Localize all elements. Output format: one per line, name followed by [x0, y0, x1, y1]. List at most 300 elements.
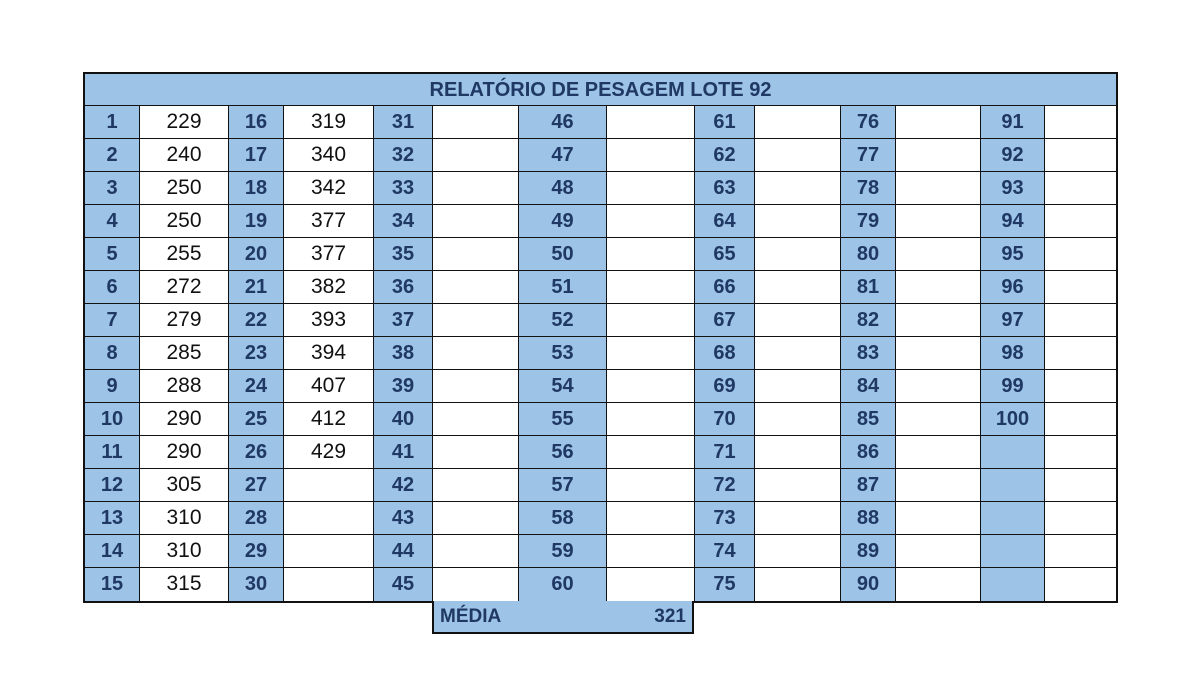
weight-value-cell: 250: [140, 172, 228, 204]
weight-value-cell: [755, 337, 840, 369]
table-row: [374, 205, 518, 238]
table-row: [841, 502, 980, 535]
item-number-cell: 62: [695, 139, 755, 171]
weight-value-cell: [607, 139, 694, 171]
table-row: [981, 337, 1116, 370]
grid-column: [695, 106, 841, 601]
weight-value-cell: 285: [140, 337, 228, 369]
grid-column: [841, 106, 981, 601]
weight-value-cell: [1045, 568, 1116, 601]
weight-value-cell: [607, 304, 694, 336]
report-title: RELATÓRIO DE PESAGEM LOTE 92: [85, 74, 1116, 106]
item-number-cell: 85: [841, 403, 896, 435]
item-number-cell: 72: [695, 469, 755, 501]
weight-value-cell: [433, 568, 518, 601]
weight-value-cell: [755, 469, 840, 501]
weight-value-cell: [1045, 304, 1116, 336]
weight-value-cell: [1045, 271, 1116, 303]
table-row: [374, 172, 518, 205]
item-number-cell: 4: [85, 205, 140, 237]
table-row: [229, 568, 373, 601]
weight-value-cell: 229: [140, 106, 228, 138]
table-row: [519, 304, 694, 337]
table-row: [229, 304, 373, 337]
table-row: [695, 139, 840, 172]
table-row: [229, 106, 373, 139]
table-row: [85, 469, 228, 502]
item-number-cell: 56: [519, 436, 607, 468]
item-number-cell: 54: [519, 370, 607, 402]
table-row: [85, 337, 228, 370]
item-number-cell: 75: [695, 568, 755, 601]
item-number-cell: 43: [374, 502, 433, 534]
weight-value-cell: 290: [140, 403, 228, 435]
item-number-cell: 49: [519, 205, 607, 237]
weight-value-cell: 310: [140, 502, 228, 534]
item-number-cell: 16: [229, 106, 284, 138]
weight-value-cell: [607, 535, 694, 567]
item-number-cell: 97: [981, 304, 1045, 336]
item-number-cell: 47: [519, 139, 607, 171]
weight-value-cell: [607, 238, 694, 270]
table-row: [981, 205, 1116, 238]
item-number-cell: 53: [519, 337, 607, 369]
weight-value-cell: 407: [284, 370, 373, 402]
item-number-cell: 65: [695, 238, 755, 270]
item-number-cell: 45: [374, 568, 433, 601]
table-row: [85, 205, 228, 238]
table-row: [519, 337, 694, 370]
table-row: [229, 172, 373, 205]
table-row: [374, 469, 518, 502]
item-number-cell: 76: [841, 106, 896, 138]
table-row: [374, 337, 518, 370]
table-row: [229, 535, 373, 568]
item-number-cell: 35: [374, 238, 433, 270]
table-row: [841, 139, 980, 172]
weight-value-cell: [284, 568, 373, 601]
table-row: [981, 304, 1116, 337]
weight-value-cell: [755, 370, 840, 402]
grid-column: [374, 106, 519, 601]
item-number-cell: 24: [229, 370, 284, 402]
item-number-cell: 67: [695, 304, 755, 336]
table-row: [981, 568, 1116, 601]
weight-value-cell: [755, 106, 840, 138]
item-number-cell: 81: [841, 271, 896, 303]
item-number-cell: [981, 535, 1045, 567]
table-row: [85, 172, 228, 205]
item-number-cell: 79: [841, 205, 896, 237]
weight-value-cell: [755, 238, 840, 270]
weight-value-cell: 394: [284, 337, 373, 369]
item-number-cell: 33: [374, 172, 433, 204]
weight-value-cell: [896, 106, 980, 138]
item-number-cell: 29: [229, 535, 284, 567]
weight-value-cell: [433, 172, 518, 204]
item-number-cell: 69: [695, 370, 755, 402]
weight-value-cell: 412: [284, 403, 373, 435]
table-row: [981, 238, 1116, 271]
table-row: [85, 106, 228, 139]
table-row: [695, 568, 840, 601]
table-row: [841, 568, 980, 601]
table-row: [85, 370, 228, 403]
average-summary: [432, 601, 694, 634]
table-row: [519, 370, 694, 403]
weight-value-cell: 250: [140, 205, 228, 237]
weight-value-cell: [433, 436, 518, 468]
table-row: [374, 370, 518, 403]
weight-value-cell: [1045, 370, 1116, 402]
item-number-cell: [981, 568, 1045, 601]
weight-value-cell: [607, 172, 694, 204]
grid-column: [229, 106, 374, 601]
item-number-cell: 95: [981, 238, 1045, 270]
table-row: [695, 271, 840, 304]
item-number-cell: 37: [374, 304, 433, 336]
item-number-cell: 80: [841, 238, 896, 270]
table-row: [85, 436, 228, 469]
average-value: 321: [654, 606, 686, 627]
item-number-cell: 98: [981, 337, 1045, 369]
item-number-cell: 57: [519, 469, 607, 501]
item-number-cell: 96: [981, 271, 1045, 303]
item-number-cell: 64: [695, 205, 755, 237]
table-row: [519, 436, 694, 469]
table-row: [841, 436, 980, 469]
item-number-cell: 48: [519, 172, 607, 204]
weight-value-cell: [433, 403, 518, 435]
grid-column: [981, 106, 1116, 601]
table-row: [841, 337, 980, 370]
weight-value-cell: [896, 370, 980, 402]
weight-value-cell: [433, 106, 518, 138]
weight-value-cell: [755, 304, 840, 336]
table-row: [519, 568, 694, 601]
weight-value-cell: [1045, 502, 1116, 534]
item-number-cell: 26: [229, 436, 284, 468]
table-row: [519, 205, 694, 238]
item-number-cell: 52: [519, 304, 607, 336]
weight-value-cell: [755, 568, 840, 601]
table-row: [841, 238, 980, 271]
table-row: [695, 436, 840, 469]
weight-value-cell: [896, 337, 980, 369]
table-row: [981, 271, 1116, 304]
average-label: MÉDIA: [440, 606, 502, 627]
table-row: [981, 502, 1116, 535]
item-number-cell: 13: [85, 502, 140, 534]
weight-value-cell: [755, 139, 840, 171]
weight-value-cell: [896, 568, 980, 601]
table-row: [519, 469, 694, 502]
item-number-cell: 70: [695, 403, 755, 435]
weight-value-cell: [1045, 139, 1116, 171]
item-number-cell: 89: [841, 535, 896, 567]
item-number-cell: 66: [695, 271, 755, 303]
weight-value-cell: [433, 469, 518, 501]
table-row: [85, 568, 228, 601]
item-number-cell: 51: [519, 271, 607, 303]
weight-value-cell: [755, 205, 840, 237]
table-row: [981, 139, 1116, 172]
table-row: [229, 238, 373, 271]
table-row: [981, 106, 1116, 139]
item-number-cell: 59: [519, 535, 607, 567]
weight-value-cell: [755, 502, 840, 534]
table-row: [695, 205, 840, 238]
table-row: [841, 469, 980, 502]
table-row: [519, 139, 694, 172]
weight-value-cell: [755, 436, 840, 468]
weight-value-cell: [896, 403, 980, 435]
table-row: [841, 106, 980, 139]
table-row: [519, 106, 694, 139]
weight-value-cell: [1045, 535, 1116, 567]
weight-value-cell: [896, 172, 980, 204]
table-row: [374, 106, 518, 139]
weight-value-cell: [607, 271, 694, 303]
item-number-cell: 61: [695, 106, 755, 138]
weight-value-cell: 279: [140, 304, 228, 336]
item-number-cell: 87: [841, 469, 896, 501]
weight-value-cell: 377: [284, 238, 373, 270]
table-row: [841, 271, 980, 304]
table-row: [695, 172, 840, 205]
weight-value-cell: 272: [140, 271, 228, 303]
item-number-cell: 73: [695, 502, 755, 534]
weight-value-cell: [607, 502, 694, 534]
item-number-cell: 8: [85, 337, 140, 369]
table-row: [374, 436, 518, 469]
table-row: [374, 271, 518, 304]
weight-value-cell: [433, 337, 518, 369]
table-row: [841, 403, 980, 436]
weight-value-cell: [1045, 469, 1116, 501]
item-number-cell: 14: [85, 535, 140, 567]
weight-value-cell: [607, 370, 694, 402]
item-number-cell: 21: [229, 271, 284, 303]
item-number-cell: 7: [85, 304, 140, 336]
weight-value-cell: [1045, 172, 1116, 204]
item-number-cell: [981, 436, 1045, 468]
item-number-cell: 93: [981, 172, 1045, 204]
item-number-cell: 30: [229, 568, 284, 601]
table-row: [981, 403, 1116, 436]
table-row: [519, 271, 694, 304]
table-row: [374, 403, 518, 436]
table-row: [85, 304, 228, 337]
table-row: [695, 469, 840, 502]
weight-value-cell: [433, 238, 518, 270]
weight-value-cell: 310: [140, 535, 228, 567]
weight-value-cell: [607, 205, 694, 237]
table-row: [229, 370, 373, 403]
item-number-cell: 27: [229, 469, 284, 501]
weight-value-cell: [607, 568, 694, 601]
weight-value-cell: [1045, 205, 1116, 237]
weight-value-cell: [607, 469, 694, 501]
table-row: [85, 271, 228, 304]
table-row: [841, 535, 980, 568]
item-number-cell: 18: [229, 172, 284, 204]
weight-value-cell: [284, 535, 373, 567]
table-row: [841, 205, 980, 238]
item-number-cell: 23: [229, 337, 284, 369]
item-number-cell: 86: [841, 436, 896, 468]
item-number-cell: 25: [229, 403, 284, 435]
item-number-cell: 22: [229, 304, 284, 336]
table-row: [981, 172, 1116, 205]
item-number-cell: 83: [841, 337, 896, 369]
item-number-cell: 32: [374, 139, 433, 171]
item-number-cell: 19: [229, 205, 284, 237]
item-number-cell: 10: [85, 403, 140, 435]
item-number-cell: 99: [981, 370, 1045, 402]
table-row: [229, 271, 373, 304]
item-number-cell: 68: [695, 337, 755, 369]
table-row: [841, 304, 980, 337]
weight-value-cell: [755, 172, 840, 204]
weight-value-cell: [896, 502, 980, 534]
item-number-cell: 9: [85, 370, 140, 402]
weight-value-cell: [607, 106, 694, 138]
item-number-cell: 31: [374, 106, 433, 138]
weight-value-cell: [896, 469, 980, 501]
item-number-cell: 84: [841, 370, 896, 402]
weight-value-cell: [1045, 436, 1116, 468]
item-number-cell: 3: [85, 172, 140, 204]
item-number-cell: 6: [85, 271, 140, 303]
weight-value-cell: 342: [284, 172, 373, 204]
table-row: [229, 502, 373, 535]
table-row: [229, 337, 373, 370]
table-row: [695, 403, 840, 436]
table-row: [229, 436, 373, 469]
table-row: [695, 238, 840, 271]
table-row: [85, 502, 228, 535]
item-number-cell: 40: [374, 403, 433, 435]
table-row: [519, 403, 694, 436]
table-row: [695, 106, 840, 139]
grid-column: [85, 106, 229, 601]
table-row: [374, 238, 518, 271]
table-row: [374, 502, 518, 535]
table-row: [229, 469, 373, 502]
item-number-cell: 15: [85, 568, 140, 601]
weighing-report-table: [83, 72, 1118, 603]
table-row: [229, 205, 373, 238]
weight-value-cell: [1045, 403, 1116, 435]
weight-value-cell: [755, 271, 840, 303]
weight-value-cell: [896, 436, 980, 468]
table-row: [374, 139, 518, 172]
weighing-grid: [85, 106, 1116, 601]
weight-value-cell: [284, 469, 373, 501]
table-row: [85, 139, 228, 172]
item-number-cell: 11: [85, 436, 140, 468]
weight-value-cell: [284, 502, 373, 534]
weight-value-cell: 382: [284, 271, 373, 303]
item-number-cell: 34: [374, 205, 433, 237]
weight-value-cell: 319: [284, 106, 373, 138]
item-number-cell: 94: [981, 205, 1045, 237]
item-number-cell: 41: [374, 436, 433, 468]
weight-value-cell: [433, 535, 518, 567]
weight-value-cell: [433, 502, 518, 534]
table-row: [841, 172, 980, 205]
table-row: [981, 370, 1116, 403]
item-number-cell: 1: [85, 106, 140, 138]
weight-value-cell: [755, 403, 840, 435]
item-number-cell: 36: [374, 271, 433, 303]
item-number-cell: 42: [374, 469, 433, 501]
item-number-cell: 50: [519, 238, 607, 270]
weight-value-cell: [1045, 106, 1116, 138]
table-row: [519, 535, 694, 568]
item-number-cell: 82: [841, 304, 896, 336]
item-number-cell: 60: [519, 568, 607, 601]
table-row: [981, 436, 1116, 469]
item-number-cell: 5: [85, 238, 140, 270]
weight-value-cell: [433, 139, 518, 171]
weight-value-cell: [1045, 238, 1116, 270]
weight-value-cell: [607, 436, 694, 468]
item-number-cell: 12: [85, 469, 140, 501]
table-row: [229, 403, 373, 436]
weight-value-cell: [896, 205, 980, 237]
item-number-cell: 39: [374, 370, 433, 402]
weight-value-cell: [433, 304, 518, 336]
item-number-cell: 58: [519, 502, 607, 534]
weight-value-cell: [896, 535, 980, 567]
grid-column: [519, 106, 695, 601]
weight-value-cell: 290: [140, 436, 228, 468]
item-number-cell: 88: [841, 502, 896, 534]
weight-value-cell: [433, 271, 518, 303]
weight-value-cell: 255: [140, 238, 228, 270]
table-row: [85, 535, 228, 568]
table-row: [695, 535, 840, 568]
table-row: [519, 172, 694, 205]
item-number-cell: [981, 502, 1045, 534]
item-number-cell: 20: [229, 238, 284, 270]
weight-value-cell: 393: [284, 304, 373, 336]
table-row: [85, 403, 228, 436]
table-row: [229, 139, 373, 172]
weight-value-cell: [433, 370, 518, 402]
item-number-cell: 28: [229, 502, 284, 534]
item-number-cell: 78: [841, 172, 896, 204]
item-number-cell: 38: [374, 337, 433, 369]
weight-value-cell: 305: [140, 469, 228, 501]
item-number-cell: 2: [85, 139, 140, 171]
weight-value-cell: [433, 205, 518, 237]
item-number-cell: 100: [981, 403, 1045, 435]
table-row: [374, 568, 518, 601]
weight-value-cell: 429: [284, 436, 373, 468]
weight-value-cell: [1045, 337, 1116, 369]
weight-value-cell: [896, 304, 980, 336]
weight-value-cell: [896, 139, 980, 171]
item-number-cell: 92: [981, 139, 1045, 171]
weight-value-cell: 315: [140, 568, 228, 601]
item-number-cell: 55: [519, 403, 607, 435]
weight-value-cell: 240: [140, 139, 228, 171]
table-row: [519, 238, 694, 271]
weight-value-cell: 340: [284, 139, 373, 171]
